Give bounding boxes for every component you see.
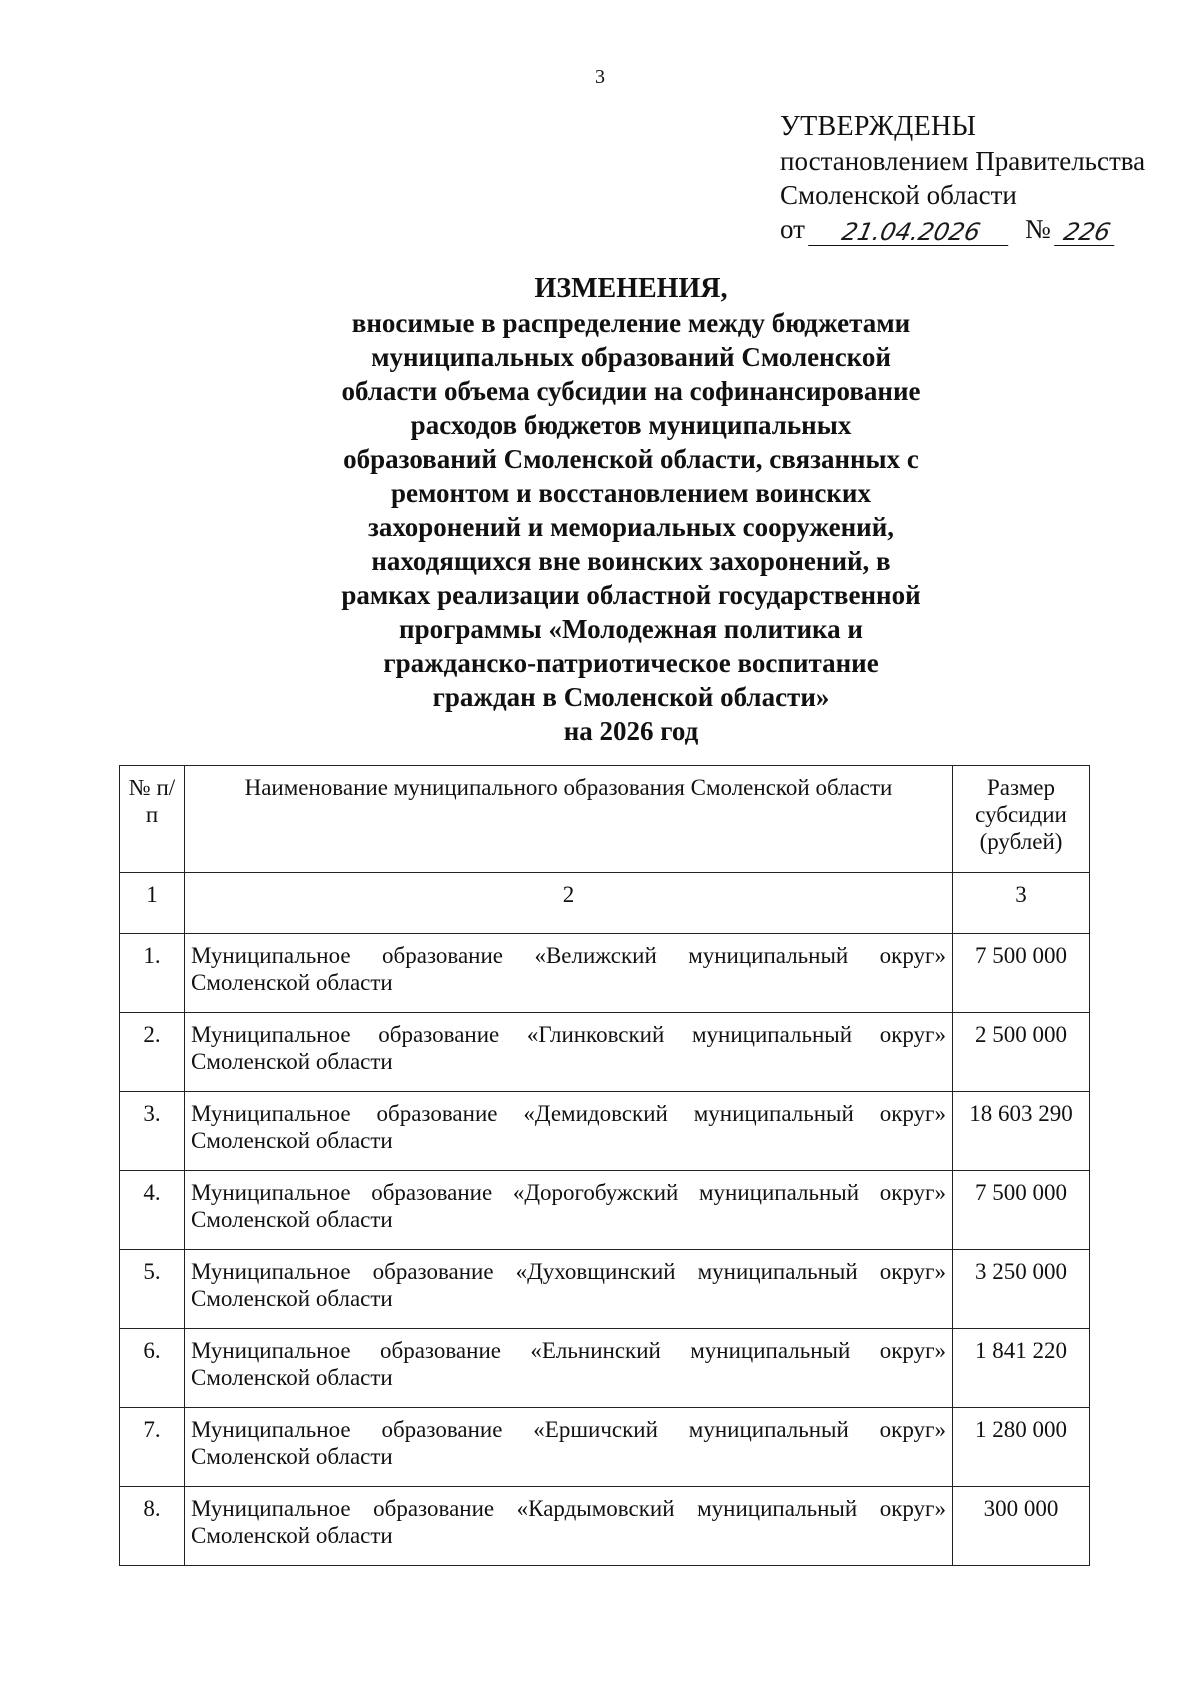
row-name: Муниципальное образование «Дорогобужский муниципальный округ» Смоленской области bbox=[185, 1171, 953, 1250]
header-amount: Размер субсидии (рублей) bbox=[953, 766, 1090, 873]
handwritten-date: 21.04.2026 bbox=[808, 219, 1014, 246]
index-num: 1 bbox=[120, 873, 185, 934]
row-amount: 7 500 000 bbox=[953, 934, 1090, 1013]
document-subtitle: вносимые в распределение между бюджетами муниципальных образований Смоленской области объема субсидии на софинансирование расходов бюджетов муниципальных образований Смоленской области, связанных с ремонтом и восстановлением воинских захоронений и мемориальных сооружений, находящихся вне воинских захоронений, в рамках реализации областной государственной программы «Молодежная политика и гражданско-патриотическое воспитание граждан в Смоленской области» bbox=[341, 308, 921, 712]
table-header-row bbox=[120, 766, 1090, 873]
table-row bbox=[120, 1250, 1090, 1329]
row-name: Муниципальное образование «Кардымовский муниципальный округ» Смоленской области bbox=[185, 1487, 953, 1566]
row-amount: 2 500 000 bbox=[953, 1013, 1090, 1092]
row-amount: 18 603 290 bbox=[953, 1092, 1090, 1171]
row-num: 5. bbox=[120, 1250, 185, 1329]
row-name: Муниципальное образование «Духовщинский муниципальный округ» Смоленской области bbox=[185, 1250, 953, 1329]
number-prefix: № bbox=[1024, 214, 1051, 244]
row-amount: 7 500 000 bbox=[953, 1171, 1090, 1250]
subsidy-table bbox=[119, 765, 1090, 1566]
row-num: 7. bbox=[120, 1408, 185, 1487]
row-name: Муниципальное образование «Велижский муниципальный округ» Смоленской области bbox=[185, 934, 953, 1013]
document-heading bbox=[0, 272, 1200, 748]
table-row bbox=[120, 934, 1090, 1013]
approval-line-2: Смоленской области bbox=[780, 180, 1017, 210]
row-num: 4. bbox=[120, 1171, 185, 1250]
table-index-row bbox=[120, 873, 1090, 934]
table-row bbox=[120, 1487, 1090, 1566]
row-name: Муниципальное образование «Глинковский муниципальный округ» Смоленской области bbox=[185, 1013, 953, 1092]
index-name: 2 bbox=[185, 873, 953, 934]
approval-stamp bbox=[780, 110, 1145, 246]
row-num: 8. bbox=[120, 1487, 185, 1566]
document-title: ИЗМЕНЕНИЯ, bbox=[534, 273, 728, 304]
row-name: Муниципальное образование «Ельнинский муниципальный округ» Смоленской области bbox=[185, 1329, 953, 1408]
header-num: № п/п bbox=[120, 766, 185, 873]
date-prefix: от bbox=[780, 214, 805, 244]
table-row bbox=[120, 1408, 1090, 1487]
table-row bbox=[120, 1092, 1090, 1171]
row-name: Муниципальное образование «Демидовский муниципальный округ» Смоленской области bbox=[185, 1092, 953, 1171]
header-name: Наименование муниципального образования Смоленской области bbox=[185, 766, 953, 873]
index-amount: 3 bbox=[953, 873, 1090, 934]
row-num: 1. bbox=[120, 934, 185, 1013]
row-amount: 3 250 000 bbox=[953, 1250, 1090, 1329]
row-name: Муниципальное образование «Ершичский муниципальный округ» Смоленской области bbox=[185, 1408, 953, 1487]
approval-line-1: постановлением Правительства bbox=[780, 146, 1146, 176]
document-year-line: на 2026 год bbox=[563, 716, 699, 746]
approval-date-line bbox=[780, 212, 1145, 246]
row-amount: 300 000 bbox=[953, 1487, 1090, 1566]
table-row bbox=[120, 1329, 1090, 1408]
row-amount: 1 280 000 bbox=[953, 1408, 1090, 1487]
table-row bbox=[120, 1013, 1090, 1092]
table-row bbox=[120, 1171, 1090, 1250]
row-amount: 1 841 220 bbox=[953, 1329, 1090, 1408]
handwritten-number: 226 bbox=[1054, 219, 1120, 246]
page-number: 3 bbox=[595, 66, 605, 88]
approval-title: УТВЕРЖДЕНЫ bbox=[780, 111, 977, 142]
row-num: 6. bbox=[120, 1329, 185, 1408]
row-num: 2. bbox=[120, 1013, 185, 1092]
row-num: 3. bbox=[120, 1092, 185, 1171]
